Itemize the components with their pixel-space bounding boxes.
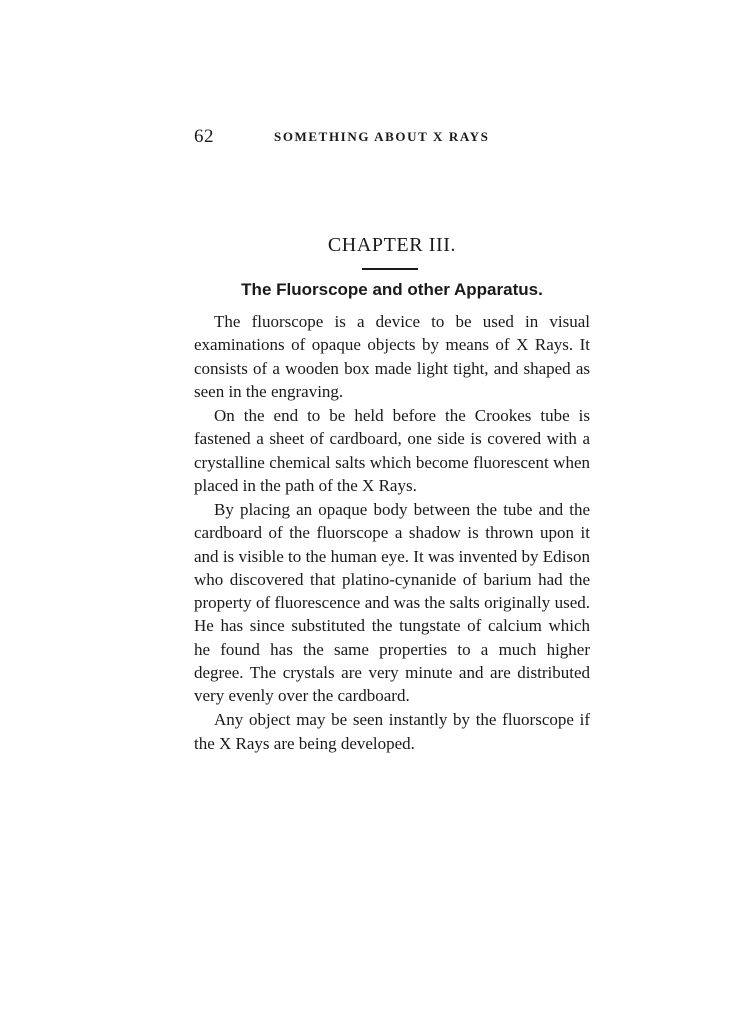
page-number: 62 (194, 126, 214, 147)
chapter-rule (362, 268, 418, 270)
paragraph: On the end to be held before the Crookes tube is fastened a sheet of cardboard, one side is covered with a crystalline chemical salts which become fluorescent when placed in the path of the X Rays. (194, 405, 590, 495)
paragraph: Any object may be seen instantly by the fluorscope if the X Rays are being developed. (194, 710, 590, 753)
paragraph: By placing an opaque body between the tube and the cardboard of the fluorscope a shadow is thrown upon it and is visible to the human eye. It was invented by Edison who discovered that platino-cynanide of barium had the property of fluorescence and was the salts originally used. He has since substituted the tungstate of calcium which he found has the same properties to a much higher degree. The crystals are very minute and are distributed very evenly over the cardboard. (194, 499, 590, 706)
body-text (194, 310, 590, 755)
section-heading: The Fluorscope and other Apparatus. (241, 280, 543, 299)
paragraph: The fluorscope is a device to be used in visual examinations of opaque objects by means of X Rays. It consists of a wooden box made light tight, and shaped as seen in the engraving. (194, 312, 590, 401)
running-head (194, 124, 590, 150)
running-title: SOMETHING ABOUT X RAYS (274, 129, 490, 144)
chapter-title: CHAPTER III. (327, 234, 457, 256)
